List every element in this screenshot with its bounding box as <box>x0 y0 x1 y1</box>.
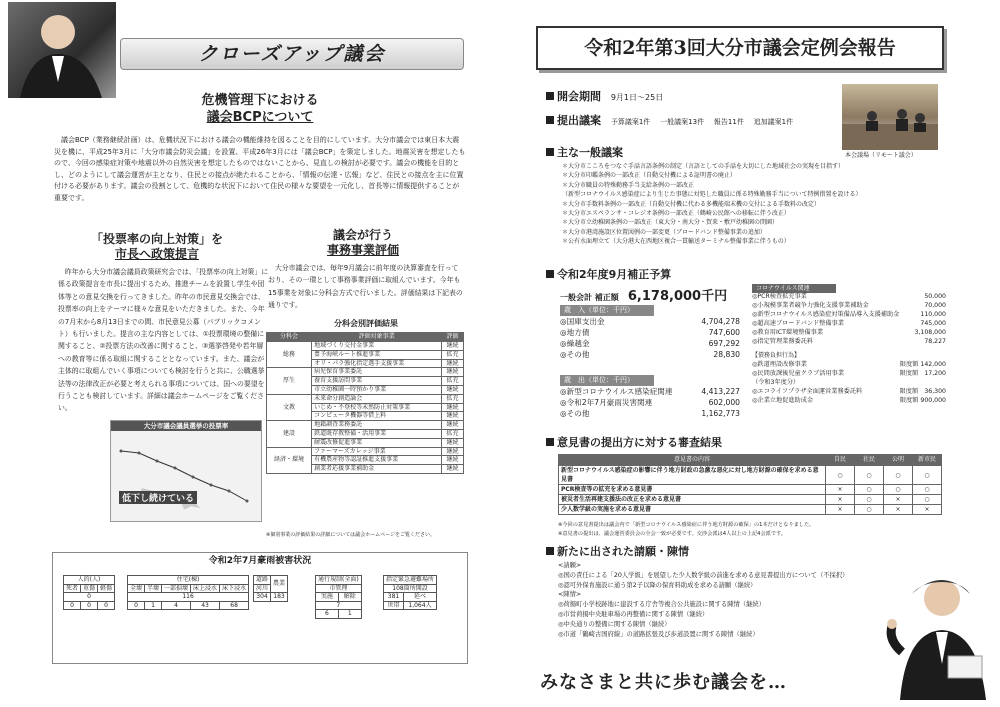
revenue-row-label: ◎国庫支出金 <box>560 317 605 326</box>
expense-row-label: ◎新型コロナウイルス感染症関連 <box>560 387 673 396</box>
opinion-vote-cell: × <box>884 495 913 505</box>
eval-project-cell: 地域づくり交付金事業 <box>312 342 442 351</box>
petition-a-label: <請願> <box>558 562 582 569</box>
eval-header-result: 評価 <box>442 333 464 342</box>
eval-table-row <box>267 447 464 456</box>
people-value: 0 <box>98 601 115 610</box>
covid-row-label: ◎超高速ブロードバンド整備事業 <box>752 319 844 327</box>
eval-footnote: ※個別事業の評価結果の詳細については議会ホームページをご覧ください。 <box>266 532 435 538</box>
opinion-header-faction: 新市民 <box>913 455 942 466</box>
covid-row-value: 70,000 <box>924 301 946 309</box>
bills-item: 追加議案1件 <box>753 118 794 126</box>
eval-result-cell: 継続 <box>442 438 464 447</box>
square-bullet-icon <box>546 148 554 156</box>
shelter-caption: 指定緊急避難場所 <box>384 576 437 585</box>
policy-title-line-1: 「投票率の向上対策」を <box>90 232 223 246</box>
expense-row <box>560 386 740 397</box>
bcp-title <box>150 92 370 126</box>
eval-result-cell: 継続 <box>442 385 464 394</box>
eval-project-cell: 地籍調査業務委託 <box>312 421 442 430</box>
debt-row <box>752 388 946 397</box>
opinion-vote-cell: ○ <box>913 466 942 485</box>
revenue-list <box>560 316 740 360</box>
assembly-hall-photo <box>842 84 938 150</box>
houses-header: 一部損壊 <box>162 584 191 593</box>
traffic-header: 実施 <box>316 593 339 602</box>
eval-project-cell: いじめ・不登校等未然防止対策事業 <box>312 403 442 412</box>
eval-project-cell: 未来命分創造論会 <box>312 394 442 403</box>
expense-row <box>560 397 740 408</box>
opinion-text-cell: 少人数学級の実施を求める意見書 <box>559 505 826 515</box>
eval-project-cell: オリ・パラ強化指定選手支援事業 <box>312 359 442 368</box>
people-header: 軽傷 <box>98 584 115 593</box>
damage-houses-table <box>127 575 249 610</box>
debt-list <box>752 361 946 406</box>
bills-item: 報告11件 <box>713 118 744 126</box>
eval-project-cell: 創業者応援事業補助金 <box>312 465 442 474</box>
revenue-row-label: ◎繰越金 <box>560 339 590 349</box>
general-bill-item: ＊大分市印鑑条例の一部改正（自動交付機による証明書の廃止） <box>562 172 737 180</box>
petition-b-label: <陳情> <box>558 591 582 599</box>
expense-row-label: ◎令和2年7月豪雨災害関連 <box>560 398 653 408</box>
revenue-row-value: 697,292 <box>708 339 740 349</box>
opinion-table <box>558 454 942 515</box>
eval-committee-cell: 経済・環境 <box>267 447 312 473</box>
turnout-chart-caption: 低下し続けている <box>119 491 197 504</box>
debt-row-label: （令和3年度分） <box>752 378 800 386</box>
eval-project-cell: ファーマーズカレッジ事業 <box>312 447 442 456</box>
debt-row-label: ◎エコライフプラザ全面運営業務委託料 <box>752 387 863 395</box>
opinion-vote-cell: × <box>913 505 942 515</box>
turnout-chart-title: 大分市議会議員選挙の投票率 <box>111 421 261 431</box>
period-label: 開会期間 <box>557 90 601 103</box>
opinion-vote-cell: ○ <box>855 466 884 485</box>
square-bullet-icon <box>546 547 554 555</box>
farm-caption: 農業 <box>271 576 288 593</box>
shelter-households: 381 <box>384 593 404 602</box>
shelter-households-unit: 世帯 <box>384 601 404 610</box>
opinion-header-faction: 社民 <box>855 455 884 466</box>
bills-item: 一般議案13件 <box>660 118 705 126</box>
covid-row-label: ◎小規模事業者競争力強化支援事業補助金 <box>752 301 869 309</box>
revenue-row-value: 4,704,278 <box>701 317 740 326</box>
covid-row <box>752 302 946 311</box>
debt-row-label: ◎民間放課後児童クラブ活用事業 <box>752 369 845 377</box>
petition-item: ◎市営荷揚中央駐車場の再整備に関する陳情（継続） <box>558 610 709 618</box>
covid-row-label: ◎新型コロナウイルス感染症対策備品導入支援補助金 <box>752 310 900 318</box>
covid-list <box>752 293 946 347</box>
debt-row <box>752 361 946 370</box>
eval-result-cell: 継続 <box>442 368 464 377</box>
bcp-title-line-1: 危機管理下における <box>201 93 319 108</box>
turnout-chart <box>110 420 262 522</box>
opinion-row <box>559 466 942 485</box>
petition-header <box>546 545 689 559</box>
general-bill-item: ＊大分市こころをつなぐ手話言語条例の制定（言語としての手話を大切にした地域社会の実現を目指す） <box>562 163 845 170</box>
eval-table-title: 分科会別評価結果 <box>334 319 398 328</box>
general-bill-item: ＊大分市手数料条例の一部改正（自動交付機に代わる多機能端末機の交付による手数料の改定） <box>562 200 821 208</box>
revenue-row-value: 28,830 <box>713 350 740 360</box>
opinion-vote-cell: ○ <box>855 485 884 495</box>
general-list <box>562 162 942 247</box>
budget-total <box>560 285 727 304</box>
opinion-vote-cell: × <box>826 505 855 515</box>
opinion-header-faction: 自民 <box>826 455 855 466</box>
general-bill-item: ＊大分市港湾施設区位置図例の一部変更（ブロードバンド整備事業の追加） <box>562 228 766 236</box>
traffic-sub: 市管理 <box>316 584 362 593</box>
speaker-portrait-photo <box>8 2 116 98</box>
traffic-total: 7 <box>316 601 362 610</box>
general-label: 主な一般議案 <box>557 146 623 159</box>
covid-row-value: 3,108,000 <box>914 328 946 336</box>
covid-row-value: 50,000 <box>924 293 946 300</box>
roads-value: 304 <box>254 593 271 602</box>
petition-item: ◎荷揚町小学校跡地に建設する庁舎等複合公共施設に関する陳情（継続） <box>558 601 765 609</box>
expense-label: 歳 出（単位：千円） <box>560 375 654 386</box>
houses-value: 0 <box>128 601 145 610</box>
revenue-row <box>560 338 740 349</box>
debt-label: 【債務負担行為】 <box>752 351 801 359</box>
report-title: 令和2年第3回大分市議会定例会報告 <box>584 37 896 59</box>
opinion-row <box>559 505 942 515</box>
expense-list <box>560 386 740 419</box>
opinion-vote-cell: ○ <box>855 505 884 515</box>
opinion-vote-cell: ○ <box>913 485 942 495</box>
bills-label: 提出議案 <box>557 114 601 127</box>
eval-title-line-1: 議会が行う <box>332 228 393 242</box>
eval-result-cell: 継続 <box>442 465 464 474</box>
eval-project-cell: 病児保育事業委託 <box>312 368 442 377</box>
houses-total: 116 <box>128 593 249 602</box>
turnout-chart-plot <box>111 433 261 521</box>
covid-row-label: ◎教育用ICT環境整備事業 <box>752 328 824 336</box>
damage-road-table <box>253 575 288 602</box>
eval-header-project: 評価対象事業 <box>312 333 442 342</box>
covid-row-value: 110,000 <box>920 310 946 318</box>
farm-value: 183 <box>271 593 288 602</box>
houses-value: 1 <box>145 601 162 610</box>
revenue-row-value: 747,600 <box>708 328 740 338</box>
shelter-sub: 108箇所開設 <box>384 584 437 593</box>
eval-result-cell: 拡充 <box>442 394 464 403</box>
opinion-notes <box>558 521 958 538</box>
covid-row-label: ◎指定管理業務委託料 <box>752 337 814 345</box>
closeup-banner-text: クローズアップ議会 <box>198 43 386 65</box>
budget-total-value: 6,178,000千円 <box>627 289 728 304</box>
people-value: 0 <box>81 601 98 610</box>
people-total: 0 <box>64 593 115 602</box>
eval-result-cell: 継続 <box>442 456 464 465</box>
revenue-row <box>560 349 740 360</box>
eval-result-cell: 継続 <box>442 447 464 456</box>
eval-body-text: 大分市議会では、毎年9月議会に前年度の決算審査を行っており、その一環として事務事業評価に取組んでいます。今年も15事業を対象に分科会方式で行いました。評価結果は下記表の通りです。 <box>268 264 463 310</box>
opinion-vote-cell: × <box>826 485 855 495</box>
eval-result-cell: 継続 <box>442 412 464 421</box>
revenue-row-label: ◎地方債 <box>560 328 590 338</box>
budget-header <box>546 268 671 282</box>
covid-label: コロナウイルス関連 <box>752 284 836 293</box>
expense-row-value: 4,413,227 <box>701 387 740 396</box>
general-header <box>546 146 623 160</box>
period-row <box>546 90 663 105</box>
petition-list <box>558 561 878 639</box>
covid-row <box>752 320 946 329</box>
expense-row-value: 1,162,773 <box>701 409 740 419</box>
eval-committee-cell: 総務 <box>267 342 312 368</box>
roads-sub: 河川 <box>254 584 271 593</box>
eval-result-cell: 継続 <box>442 403 464 412</box>
opinion-label: 意見書の提出方に対する審査結果 <box>557 436 722 449</box>
covid-row-value: 745,000 <box>920 319 946 327</box>
eval-result-cell: 拡充 <box>442 350 464 359</box>
revenue-box <box>560 305 740 360</box>
petitions-a-list <box>558 571 878 591</box>
shelter-total-label: 延べ <box>403 593 436 602</box>
damage-traffic-table <box>315 575 362 619</box>
expense-row <box>560 408 740 419</box>
revenue-row <box>560 327 740 338</box>
revenue-label: 歳 入（単位：千円） <box>560 305 654 316</box>
houses-value: 43 <box>191 601 220 610</box>
policy-title-line-2: 市長へ政策提言 <box>114 247 199 261</box>
traffic-value: 6 <box>316 610 339 619</box>
eval-result-cell: 継続 <box>442 359 464 368</box>
eval-project-cell: 有機農産物等認証推進支援事業 <box>312 456 442 465</box>
houses-caption: 住宅(棟) <box>128 576 249 585</box>
houses-header: 床上浸水 <box>191 584 220 593</box>
revenue-row-label: ◎その他 <box>560 350 590 360</box>
petition-label: 新たに出された請願・陳情 <box>557 545 689 558</box>
eval-project-cell: 耐震改修促進事業 <box>312 438 442 447</box>
debt-row-label: ◎鉄道埋設改修事業 <box>752 360 807 368</box>
covid-row <box>752 329 946 338</box>
eval-project-cell: 豊予海峡ルート推進事業 <box>312 350 442 359</box>
opinion-text-cell: PCR検査等の拡充を求める意見書 <box>559 485 826 495</box>
general-bill-item: ＊公有水面埋立て（大分港大在西地区複合一貫輸送ターミナル整備事業に伴うもの） <box>562 238 790 246</box>
eval-table <box>266 332 464 474</box>
budget-label: 令和2年度9月補正予算 <box>557 268 672 281</box>
eval-result-cell: 拡充 <box>442 377 464 386</box>
eval-project-cell: 鉄道既存教整備・活用事業 <box>312 429 442 438</box>
eval-title <box>278 228 448 258</box>
speaking-person-icon <box>882 560 992 700</box>
covid-row <box>752 293 946 302</box>
petition-item: ◎国の責任による「20人学級」を展望した少人数学級の前進を求める意見書提出方について（不採択） <box>558 571 849 579</box>
eval-committee-cell: 文教 <box>267 394 312 420</box>
opinion-vote-cell: ○ <box>884 485 913 495</box>
opinion-text-cell: 被災者生活再建支援法の改正を求める意見書 <box>559 495 826 505</box>
roads-caption: 道路 <box>254 576 271 585</box>
eval-result-cell: 継続 <box>442 421 464 430</box>
opinion-text-cell: 新型コロナウイルス感染症の影響に伴う地方財政の急激な悪化に対し地方財源の確保を求める意見書 <box>559 466 826 485</box>
houses-header: 半壊 <box>145 584 162 593</box>
eval-project-cell: 市立幼稚園一時預かり事業 <box>312 385 442 394</box>
policy-title <box>52 232 262 262</box>
report-title-box <box>536 26 944 70</box>
opinion-vote-cell: ○ <box>826 466 855 485</box>
square-bullet-icon <box>546 92 554 100</box>
traffic-header: 解除 <box>338 593 361 602</box>
traffic-caption: 通行規制(全面) <box>316 576 362 585</box>
eval-result-cell: 継続 <box>442 342 464 351</box>
shelter-people: 1,064人 <box>403 601 436 610</box>
debt-row-label: ◎企業立地促進助成金 <box>752 396 814 404</box>
opinion-vote-cell: × <box>826 495 855 505</box>
traffic-value: 1 <box>338 610 361 619</box>
eval-title-line-2: 事務事業評価 <box>326 243 399 257</box>
eval-project-cell: 養育支援訪問事業 <box>312 377 442 386</box>
debt-row <box>752 370 946 379</box>
bcp-title-line-2: 議会BCPについて <box>206 110 314 125</box>
right-page <box>500 0 1000 707</box>
opinion-note: ※今回の意見書提出は議会内で「新型コロナウイルス感染症に伴う地方財源の確保」の1本だけとなりました。 <box>558 522 815 528</box>
damage-people-table <box>63 575 115 610</box>
opinion-vote-cell: ○ <box>913 495 942 505</box>
expense-box <box>560 375 740 419</box>
houses-header: 全壊 <box>128 584 145 593</box>
opinion-vote-cell: × <box>884 505 913 515</box>
bcp-intro-text: 議会BCP（業務継続計画）は、危機状況下における議会の機能維持を図ることを目的にしています。大分市議会では東日本大震災を機に、平成25年3月に「大分市議会防災会議」を設置、平成26年3月には「議会BCP」を策定しました。地震災害を想定したもので、今回の感染症対策や地震以外の自然災害を想定したものではないことから、見直しの検討が必要です。議会の機能を目的とし、どのようにして議会運営が主となり、住民との接点が絶たれることから、「情報の伝達・広報」など、住民との接点を主に位置付ける必要があります。議会の役割として、危機的な状況下において住民の様々な要望を一元化し、首長等に情報提供することが重要です。 <box>54 136 466 202</box>
eval-committee-cell: 建設 <box>267 421 312 447</box>
opinion-note: ※意見書の提出は、議会運営委員会の全会一致が必要です。交渉会派は4人以上の上記4会派です。 <box>558 530 786 537</box>
debt-row-value: 限度額 900,000 <box>899 396 946 404</box>
eval-result-cell: 拡充 <box>442 429 464 438</box>
debt-row <box>752 379 946 388</box>
people-header: 重傷 <box>81 584 98 593</box>
houses-value: 68 <box>220 601 249 610</box>
damage-shelter-table <box>383 575 437 610</box>
damage-people-caption: 人的(人) <box>64 576 115 585</box>
damage-box <box>52 552 468 664</box>
houses-header: 床下浸水 <box>220 584 249 593</box>
damage-title: 令和2年7月豪雨被害状況 <box>208 556 312 566</box>
opinion-header-faction: 公明 <box>884 455 913 466</box>
covid-row <box>752 311 946 320</box>
petition-item: ◎認可外保育施設に通う第2子以降の保育料助成を求める請願（継続） <box>558 581 757 589</box>
slogan: みなさまと共に歩む議会を… <box>540 672 787 693</box>
assembly-hall-caption: 本会議場（リモート議会） <box>845 152 917 159</box>
square-bullet-icon <box>546 116 554 124</box>
debt-row <box>752 397 946 406</box>
opinion-header-content: 意見書の内容 <box>559 455 826 466</box>
covid-row <box>752 338 946 347</box>
opinion-vote-cell: ○ <box>884 466 913 485</box>
people-value: 0 <box>64 601 81 610</box>
petitions-b-list <box>558 600 878 639</box>
petition-item: ◎市道「鶴崎古国府線」の道路拡張及び歩道設置に関する陳情（継続） <box>558 630 759 638</box>
houses-value: 4 <box>162 601 191 610</box>
period-value: 9月1日～25日 <box>610 93 664 102</box>
closeup-banner <box>120 38 464 70</box>
covid-box <box>752 284 946 406</box>
budget-total-label: 一般会計 補正額 <box>560 293 619 302</box>
debt-row-value: 限度額 36,300 <box>899 387 946 395</box>
meeting-room-icon <box>842 84 938 150</box>
opinion-table-wrap <box>558 454 942 515</box>
expense-row-value: 602,000 <box>708 398 740 408</box>
policy-body-text: 昨年から大分市議会議員政策研究会では、「投票率の向上対策」に係る政策提言を市長に提出するため、推進チームを設置し学生や団体等との意見交換を行ってきました。昨年の市民意見交換会では、投票率の向上をテーマに様々な意見をいただきました。また、今年の7月末から8月13日までの間、市民意見公募（パブリックコメント）も行いました。提言の主な内容としては、①投票環境の整備に関すること、②投票方法の改善に関すること、③選挙啓発や若年層への教育等に係る取組に関することとなっています。また、議会が主体的に取組んでいく事項についても検討を行うと共に、公職選挙法等の法律改正が必要と考えられる事項については、国への要望を行うことも検討しています。詳細は議会ホームページをご覧ください。 <box>58 268 269 413</box>
bills-row <box>546 114 793 129</box>
eval-project-cell: コンピュータ機器等借上料 <box>312 412 442 421</box>
opinion-vote-cell: ○ <box>855 495 884 505</box>
general-bill-item: ＊大分市職員の特殊勤務手当支給条例の一部改正 <box>562 181 695 189</box>
petition-item: ◎中央通りの整備に関する陳情（継続） <box>558 620 671 628</box>
opinion-header <box>546 436 722 450</box>
general-bill-item: ＊大分市エスペランサ・コレジオ条例の一部改正（鶴崎公民館への移転に伴う改正） <box>562 210 790 218</box>
expense-row-label: ◎その他 <box>560 409 590 419</box>
bills-item: 予算議案1件 <box>610 118 651 126</box>
revenue-row <box>560 316 740 327</box>
person-silhouette-icon <box>8 2 116 98</box>
eval-table-row <box>267 394 464 403</box>
general-bill-item: ＊大分市立幼稚園条例の一部改正（東大分・南大分・賀来・敷戸幼稚園の閉園） <box>562 219 779 227</box>
square-bullet-icon <box>546 438 554 446</box>
eval-table-row <box>267 368 464 377</box>
people-header: 死者 <box>64 584 81 593</box>
eval-table-row <box>267 421 464 430</box>
opinion-row <box>559 485 942 495</box>
eval-header-committee: 分科会 <box>267 333 312 342</box>
debt-row-value: 限度額 17,200 <box>899 369 946 377</box>
general-bill-item: （新型コロナウイルス感染症により生じた事態に対処した職員に係る特殊勤務手当について特例措置を設ける） <box>562 191 862 199</box>
eval-table-row <box>267 342 464 351</box>
square-bullet-icon <box>546 270 554 278</box>
covid-row-label: ◎PCR検査拡充事業 <box>752 293 807 300</box>
eval-committee-cell: 厚生 <box>267 368 312 394</box>
eval-table-wrap <box>266 332 464 474</box>
debt-row-value: 限度額 142,000 <box>899 360 946 368</box>
covid-row-value: 78,227 <box>924 337 946 345</box>
chairman-photo <box>882 560 992 700</box>
opinion-row <box>559 495 942 505</box>
